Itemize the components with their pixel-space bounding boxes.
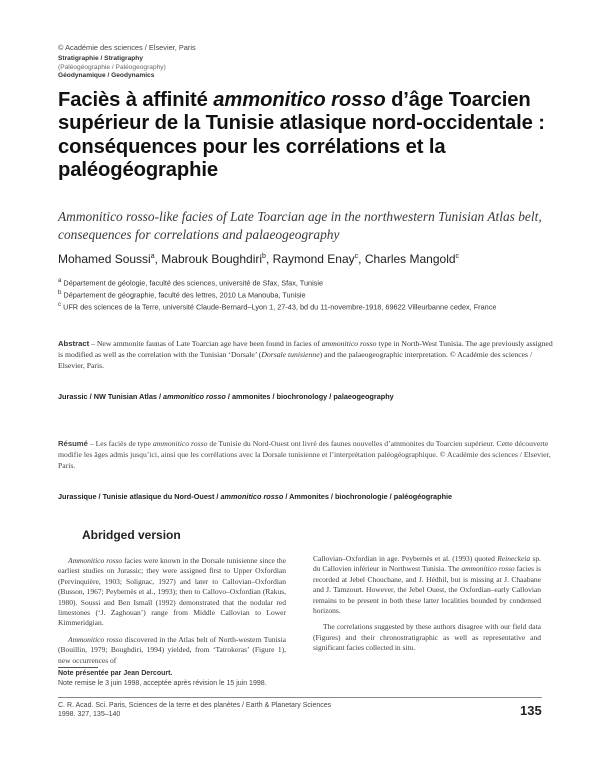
resume: Résumé – Les faciès de type ammonitico rosso de Tunisie du Nord-Ouest ont livré des faunes nouvelles d’ammonites du Toarcien supérieur. Cette découverte modifie les âges admis jusqu’ici, ainsi que les corrélations avec la Dorsale tunisienne et l’interprétation paléogéographique. © Académie des sciences / Elsevier, Paris. [58, 439, 551, 470]
received-note: Note remise le 3 juin 1998, acceptée après révision le 15 juin 1998. [58, 680, 267, 687]
resume-label: Résumé [58, 439, 88, 448]
paragraph: The correlations suggested by these authors disagree with our field data (Figures) and their chronostratigraphic as well as representative and significant facies collected in situ. [313, 622, 541, 653]
abstract: Abstract – New ammonite faunas of Late Toarcian age have been found in facies of ammonitico rosso type in North-West Tunisia. The age previously assigned is modified as well as the correlation with the Tunisian ‘Dorsale’ (Dorsale tunisienne) and the palaeogeographic interpretation. © Académie des sciences / Elsevier, Paris. [58, 339, 553, 370]
abridged-heading: Abridged version [82, 528, 181, 542]
english-title: Ammonitico rosso-like facies of Late Toarcian age in the northwestern Tunisian Atlas belt, consequences for correlations and palaeogeography [58, 209, 542, 242]
abstract-label: Abstract [58, 339, 90, 348]
copyright-line: © Académie des sciences / Elsevier, Paris [58, 43, 196, 52]
paragraph: Ammonitico rosso facies were known in the Dorsale tunisienne since the earliest studies on Jurassic; they were assigned first to Upper Oxfordian (Pervinquière, 1903; Solignac, 1927) and later to Callovian–Oxfordian (Busson, 1967; Peybernès et al., 1993); then to Callovo–Oxfordian (Rakus, 1980). Soussi and Ben Ismaïl (1992) demonstrated that the nodular red limestones (‘J. Zaghouan’) range from Middle Callovian to Lower Kimmeridgian. [58, 556, 286, 628]
page-number: 135 [520, 703, 542, 718]
journal-volume: 1998. 327, 135–140 [58, 711, 121, 718]
category-stratigraphy: Stratigraphie / Stratigraphy [58, 55, 144, 62]
category-paleogeography: (Paléogéographie / Paléogeography) [58, 63, 166, 71]
footer-divider [58, 697, 542, 698]
affiliations [58, 276, 556, 312]
article-title [58, 89, 558, 183]
category-geodynamics: Géodynamique / Geodynamics [58, 72, 155, 80]
affiliation-a: $^a$ Département de géologie, faculté des sciences, université de Sfax, Sfax, Tunisie [58, 277, 324, 288]
author: Raymond Enay$^c$, [272, 252, 365, 266]
affiliation-b: $^b$ Département de géographie, faculté des lettres, 2010 La Manouba, Tunisie [58, 289, 306, 300]
category-labels [58, 55, 358, 81]
author: Charles Mangold$^c$ [364, 252, 460, 266]
body-column-right [313, 554, 541, 660]
keywords-english: Jurassic / NW Tunisian Atlas / ammonitico rosso / ammonites / biochronology / palaeogeography [58, 392, 394, 401]
title-part-1: Faciès à affinité [58, 89, 214, 111]
authors-line [58, 252, 558, 266]
journal-name: C. R. Acad. Sci. Paris, Sciences de la terre et des planètes / Earth & Planetary Sciences [58, 702, 332, 709]
keywords-french: Jurassique / Tunisie atlasique du Nord-Ouest / ammonitico rosso / Ammonites / biochronologie / paléogéographie [58, 492, 453, 501]
presented-by-note: Note présentée par Jean Dercourt. [58, 670, 173, 677]
body-column-left [58, 556, 286, 672]
paragraph: Ammonitico rosso discovered in the Atlas belt of North-western Tunisia (Bouillin, 1979; Boughdiri, 1994) yielded, from ‘Tatrokeras’ (Figure 1), new occurrences of [58, 634, 286, 665]
journal-footer [58, 701, 478, 719]
author: Mohamed Soussi$^a$, [58, 252, 162, 266]
title-part-2: d’âge Toarcien supérieur de la Tunisie atlasique nord-occidentale : conséquences pour les corrélations et la paléogéographie [58, 89, 545, 182]
notes-divider [58, 667, 98, 668]
author: Mabrouk Boughdiri$^b$, [161, 252, 273, 266]
paragraph: Callovian–Oxfordian in age. Peybernès et al. (1993) quoted Reineckeia sp. du Callovien inférieur in Northwest Tunisia. The ammonitico rosso facies is recorded at Jebel Chouchane, and J. Hédhil, but is missing at J. Chaabane and J. Tamzourt. However, the Jebel Ouest, the Oxfordian–early Callovian remains to be present in both these latter localities bounded by condensed horizons. [313, 554, 541, 616]
title-italic: ammonitico rosso [213, 89, 386, 111]
affiliation-c: $^c$ UFR des sciences de la Terre, université Claude-Bernard–Lyon 1, 27-43, bd du 11-novembre-1918, 69622 Villeurbanne cedex, France [58, 301, 497, 312]
